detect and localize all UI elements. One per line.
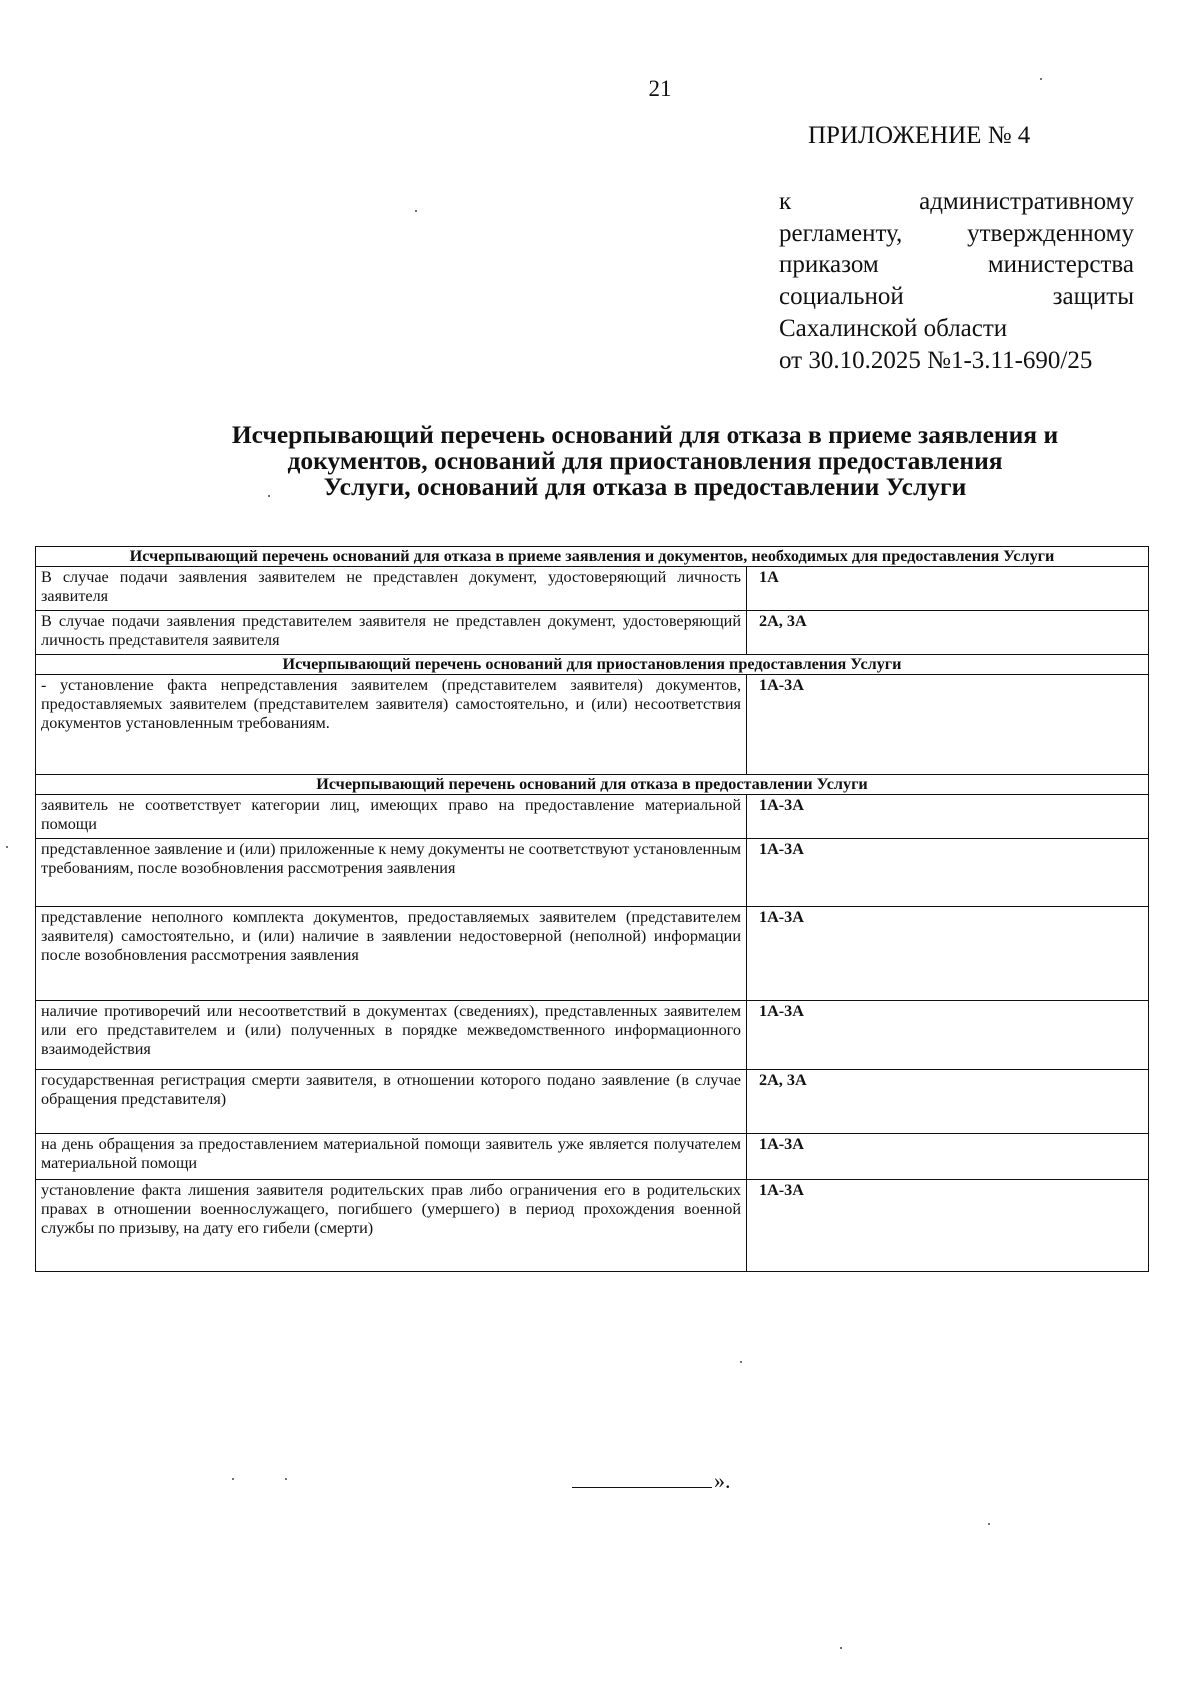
regulation-reference-line: приказом министерства bbox=[779, 251, 1134, 279]
scan-speck bbox=[740, 1361, 742, 1363]
reason-text: заявитель не соответствует категории лиц, имеющих право на предоставление материальной помощи bbox=[36, 795, 747, 839]
reason-text: установление факта лишения заявителя родительских прав либо ограничения его в родительских правах в отношении военнослужащего, погибшего (умершего) в период прохождения военной службы по призыву, на дату его гибели (смерти) bbox=[36, 1180, 747, 1272]
reason-text: на день обращения за предоставлением материальной помощи заявитель уже является получателем материальной помощи bbox=[36, 1134, 747, 1180]
closing-quote: ». bbox=[714, 1468, 731, 1493]
scan-speck bbox=[988, 1523, 990, 1525]
reason-text: - установление факта непредставления заявителем (представителем заявителя) документов, предоставляемых заявителем (представителем заявителя) самостоятельно, и (или) несоответствия документов установленным требованиям. bbox=[36, 675, 747, 775]
page-number: 21 bbox=[648, 76, 672, 101]
table-row bbox=[36, 1070, 1149, 1134]
scan-speck bbox=[268, 495, 270, 497]
scan-speck bbox=[415, 210, 417, 212]
signature-line bbox=[572, 1487, 712, 1488]
document-title bbox=[170, 422, 1120, 500]
applicant-code: 1А-3А bbox=[747, 675, 1149, 775]
regulation-reference-line: от 30.10.2025 №1-3.11-690/25 bbox=[779, 346, 1093, 374]
reason-text: В случае подачи заявления представителем заявителя не представлен документ, удостоверяющий личность представителя заявителя bbox=[36, 611, 747, 655]
applicant-code: 2А, 3А bbox=[747, 1070, 1149, 1134]
regulation-reference-line: к административному bbox=[779, 188, 1134, 215]
table-row bbox=[36, 675, 1149, 775]
section-header-row bbox=[36, 547, 1149, 567]
scan-speck bbox=[285, 1478, 287, 1480]
section-header-service-refusal: Исчерпывающий перечень оснований для отказа в предоставлении Услуги bbox=[36, 775, 1149, 795]
table-row bbox=[36, 1001, 1149, 1070]
applicant-code: 1А-3А bbox=[747, 1001, 1149, 1070]
table-row bbox=[36, 839, 1149, 907]
document-title-line: Исчерпывающий перечень оснований для отказа в приеме заявления и bbox=[231, 420, 1059, 449]
scan-speck bbox=[840, 1647, 842, 1649]
section-header-suspension: Исчерпывающий перечень оснований для приостановления предоставления Услуги bbox=[36, 655, 1149, 675]
reason-text: представление неполного комплекта документов, предоставляемых заявителем (представителем заявителя) самостоятельно, и (или) наличие в заявлении недостоверной (неполной) информации после возобновления рассмотрения заявления bbox=[36, 907, 747, 1001]
table-row bbox=[36, 1180, 1149, 1272]
table-row bbox=[36, 611, 1149, 655]
reason-text: государственная регистрация смерти заявителя, в отношении которого подано заявление (в случае обращения представителя) bbox=[36, 1070, 747, 1134]
regulation-reference-line: регламенту, утвержденному bbox=[779, 219, 1134, 247]
applicant-code: 1А-3А bbox=[747, 1180, 1149, 1272]
reasons-table bbox=[35, 546, 1149, 1272]
applicant-code: 1А bbox=[747, 567, 1149, 611]
reason-text: В случае подачи заявления заявителем не представлен документ, удостоверяющий личность заявителя bbox=[36, 567, 747, 611]
regulation-reference-line: Сахалинской области bbox=[779, 314, 1008, 342]
reason-text: наличие противоречий или несоответствий в документах (сведениях), представленных заявителем или его представителем и (или) полученных в порядке межведомственного информационного взаимодействия bbox=[36, 1001, 747, 1070]
applicant-code: 1А-3А bbox=[747, 1134, 1149, 1180]
applicant-code: 1А-3А bbox=[747, 907, 1149, 1001]
appendix-title: ПРИЛОЖЕНИЕ № 4 bbox=[808, 122, 1031, 149]
table-row bbox=[36, 1134, 1149, 1180]
section-header-row bbox=[36, 775, 1149, 795]
regulation-reference-line: социальной защиты bbox=[779, 283, 1134, 311]
section-header-reception-refusal: Исчерпывающий перечень оснований для отказа в приеме заявления и документов, необходимых для предоставления Услуги bbox=[36, 547, 1149, 567]
reason-text: представленное заявление и (или) приложенные к нему документы не соответствуют установленным требованиям, после возобновления рассмотрения заявления bbox=[36, 839, 747, 907]
scan-speck bbox=[232, 1478, 234, 1480]
section-header-row bbox=[36, 655, 1149, 675]
regulation-reference bbox=[779, 186, 1134, 376]
applicant-code: 2А, 3А bbox=[747, 611, 1149, 655]
document-title-line: Услуги, оснований для отказа в предоставлении Услуги bbox=[323, 472, 967, 501]
document-title-line: документов, оснований для приостановления предоставления bbox=[287, 446, 1003, 475]
scan-speck bbox=[6, 846, 8, 848]
scan-speck bbox=[1040, 78, 1042, 80]
table-row bbox=[36, 907, 1149, 1001]
table-row bbox=[36, 795, 1149, 839]
applicant-code: 1А-3А bbox=[747, 795, 1149, 839]
closing-mark bbox=[572, 1468, 731, 1494]
table-row bbox=[36, 567, 1149, 611]
applicant-code: 1А-3А bbox=[747, 839, 1149, 907]
